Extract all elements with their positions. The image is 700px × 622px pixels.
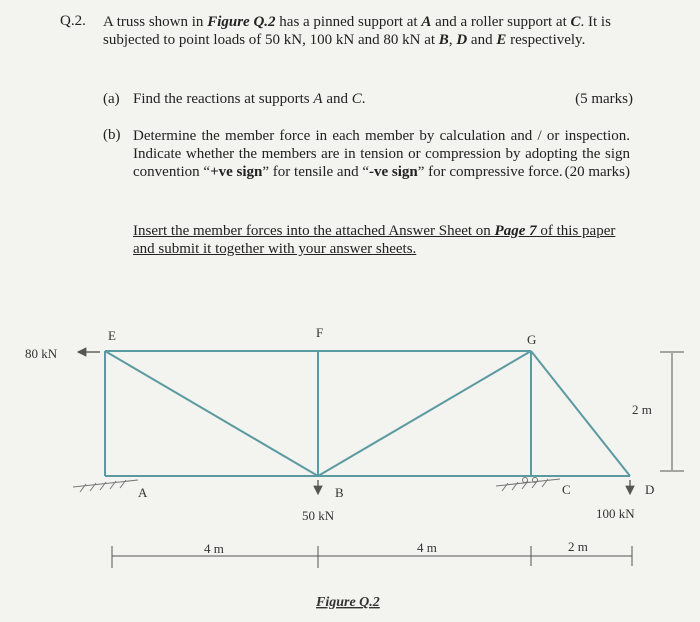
dim-label-bc: 4 m	[417, 540, 437, 555]
part-a-marks: (5 marks)	[575, 91, 633, 107]
member-e-b	[105, 351, 318, 476]
part-a-text: Find the reactions at supports A and C.	[133, 91, 366, 107]
question-number: Q.2.	[60, 13, 86, 29]
dim-label-height: 2 m	[632, 402, 652, 417]
node-label-c: C	[562, 482, 571, 497]
member-g-d	[531, 351, 630, 476]
insert-instruction: Insert the member forces into the attached Answer Sheet on Page 7 of this paper and submit it together with your answer sheets.	[133, 223, 616, 257]
part-b-label: (b)	[103, 127, 121, 143]
load-label-d: 100 kN	[596, 506, 635, 521]
node-label-g: G	[527, 332, 537, 347]
dim-label-cd: 2 m	[568, 539, 588, 554]
part-a-label: (a)	[103, 91, 120, 107]
node-label-d: D	[645, 482, 655, 497]
member-b-g	[318, 351, 531, 476]
question-intro: A truss shown in Figure Q.2 has a pinned support at A and a roller support at C. It is subjected to point loads of 50 kN, 100 kN and 80 kN at B, D and E respectively.	[103, 14, 611, 48]
node-label-b: B	[335, 485, 344, 500]
pin-support-a	[73, 480, 138, 492]
part-b-marks: (20 marks)	[564, 164, 630, 180]
figure-caption: Figure Q.2	[316, 595, 380, 610]
roller-support-c	[496, 478, 560, 492]
truss-members	[105, 351, 630, 476]
load-label-e: 80 kN	[25, 346, 58, 361]
dimension-lines	[112, 352, 684, 568]
node-label-a: A	[138, 485, 148, 500]
node-label-f: F	[316, 325, 324, 340]
dim-label-ab: 4 m	[204, 541, 224, 556]
part-b-text: Determine the member force in each member by calculation and / or inspection. Indicate whether the members are in tension or compression by adopting the sign convention “+ve sign” for tensile and “-ve sign” for compressive force. (20 marks)	[133, 128, 630, 180]
load-label-b: 50 kN	[302, 508, 335, 523]
node-label-e: E	[108, 328, 116, 343]
